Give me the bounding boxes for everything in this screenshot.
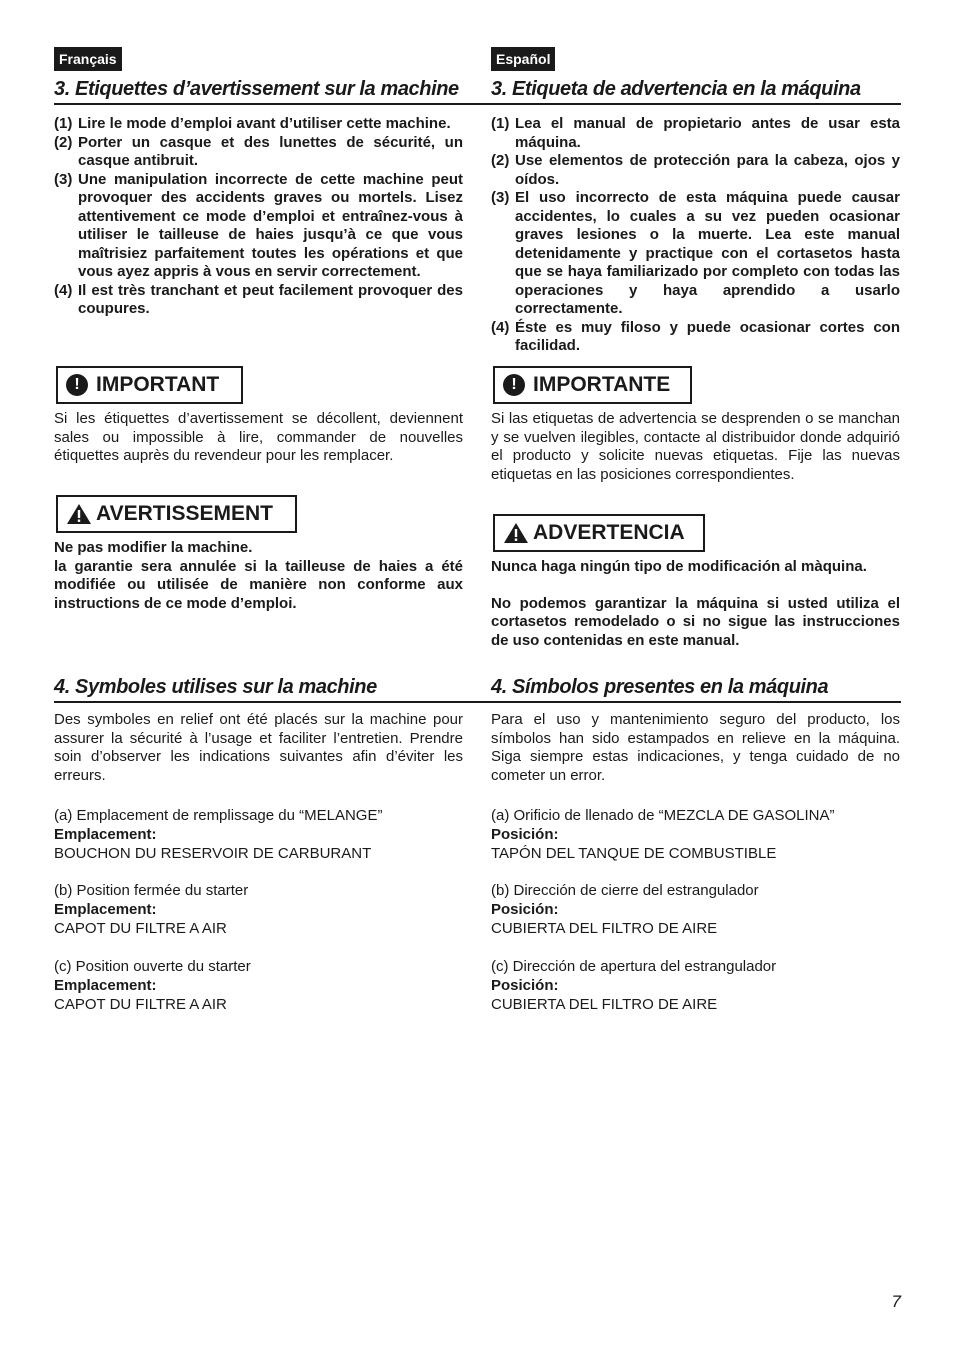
list-item: (3) Une manipulation incorrecte de cette machine peut provoquer des accidents graves ou mortels. Lisez attentivement ce mode d’emploi et entraînez-vous à utiliser le tailleuse de haies jusqu’à ce que vous maîtrisiez parfaitement toutes les opérations et que vous ayez appris à vous en servir correctement. [54,170,463,280]
symbol-entry: (b) Position fermée du starter Emplacement: CAPOT DU FILTRE A AIR [54,882,249,937]
important-text: Si les étiquettes d’avertissement se décollent, deviennent sales ou impossible à lire, commander de nouvelles étiquettes auprès du revendeur pour les remplacer. [54,410,463,464]
warning-triangle-icon [66,503,92,525]
important-label: IMPORTANTE [533,373,671,396]
important-label: IMPORTANT [96,373,220,396]
warning-triangle-icon [503,522,529,544]
symbol-entry: (b) Dirección de cierre del estrangulador Posición: CUBIERTA DEL FILTRO DE AIRE [491,882,759,937]
list-item: (4) Éste es muy filoso y puede ocasionar cortes con facilidad. [491,318,900,354]
list-item: (3) El uso incorrecto de esta máquina puede causar accidentes, lo cuales a su vez pueden ocasionar graves lesiones o la muerte. Lea este manual detenidamente y practique con el cortasetos hasta que se haya familiarizado por completo con todas las operaciones y haya aprendido a usarlo correctamente. [491,189,900,317]
symbols-intro: Des symboles en relief ont été placés sur la machine pour assurer la sécurité à l’usage et faciliter l’entretien. Prendre soin d’observer les indications suivantes afin d’éviter les erreurs. [54,711,463,784]
warning-text-1: Ne pas modifier la machine. [54,539,253,556]
section3-title: 3. Etiqueta de advertencia en la máquina [491,78,861,100]
warning-label: ADVERTENCIA [533,521,685,544]
section4-title: 4. Símbolos presentes en la máquina [491,676,829,698]
important-text: Si las etiquetas de advertencia se desprenden o se manchan y se vuelven ilegibles, contacte al distribuidor donde adquirió el producto y solicite nuevas etiquetas. Fije las nuevas etiquetas en las posiciones correspondientes. [491,410,900,483]
section4-title: 4. Symboles utilises sur la machine [54,676,377,698]
list-item: (1) Lire le mode d’emploi avant d’utiliser cette machine. [54,115,451,132]
list-item: (2) Porter un casque et des lunettes de sécurité, un casque antibruit. [54,133,463,169]
exclamation-icon: ! [66,374,88,396]
symbols-intro: Para el uso y mantenimiento seguro del producto, los símbolos han sido estampados en relieve en la máquina. Siga siempre estas indicaciones, y tenga cuidado de no cometer un error. [491,711,900,784]
language-tag: Español [491,47,555,71]
warning-text-2: la garantie sera annulée si la tailleuse de haies a été modifiée ou utilisée de manière non conforme aux instructions de ce mode d’emploi. [54,557,463,612]
symbol-entry: (c) Position ouverte du starter Emplacement: CAPOT DU FILTRE A AIR [54,958,251,1013]
important-box [493,366,692,404]
list-item: (4) Il est très tranchant et peut facilement provoquer des coupures. [54,281,463,317]
symbol-entry: (a) Orificio de llenado de “MEZCLA DE GASOLINA” Posición: TAPÓN DEL TANQUE DE COMBUSTIBLE [491,807,835,862]
exclamation-icon: ! [503,374,525,396]
section4-rule [54,701,901,703]
warning-text-2: No podemos garantizar la máquina si usted utiliza el cortasetos remodelado o si no sigue las instrucciones de uso contenidas en este manual. [491,594,900,649]
page-number: 7 [891,1292,901,1311]
section3-rule [54,103,901,105]
symbol-entry: (c) Dirección de apertura del estrangulador Posición: CUBIERTA DEL FILTRO DE AIRE [491,958,777,1013]
warning-label: AVERTISSEMENT [96,502,273,525]
list-item: (2) Use elementos de protección para la cabeza, ojos y oídos. [491,152,900,188]
warning-text-1: Nunca haga ningún tipo de modificación al màquina. [491,557,867,575]
warning-box [56,495,297,533]
warning-label-list [54,115,463,319]
language-tag: Français [54,47,122,71]
important-box [56,366,243,404]
list-item: (1) Lea el manual de propietario antes de usar esta máquina. [491,115,900,151]
symbol-entry: (a) Emplacement de remplissage du “MELANGE” Emplacement: BOUCHON DU RESERVOIR DE CARBURANT [54,807,383,862]
section3-title: 3. Etiquettes d’avertissement sur la machine [54,78,459,100]
warning-label-list [491,115,900,356]
warning-box [493,514,705,552]
